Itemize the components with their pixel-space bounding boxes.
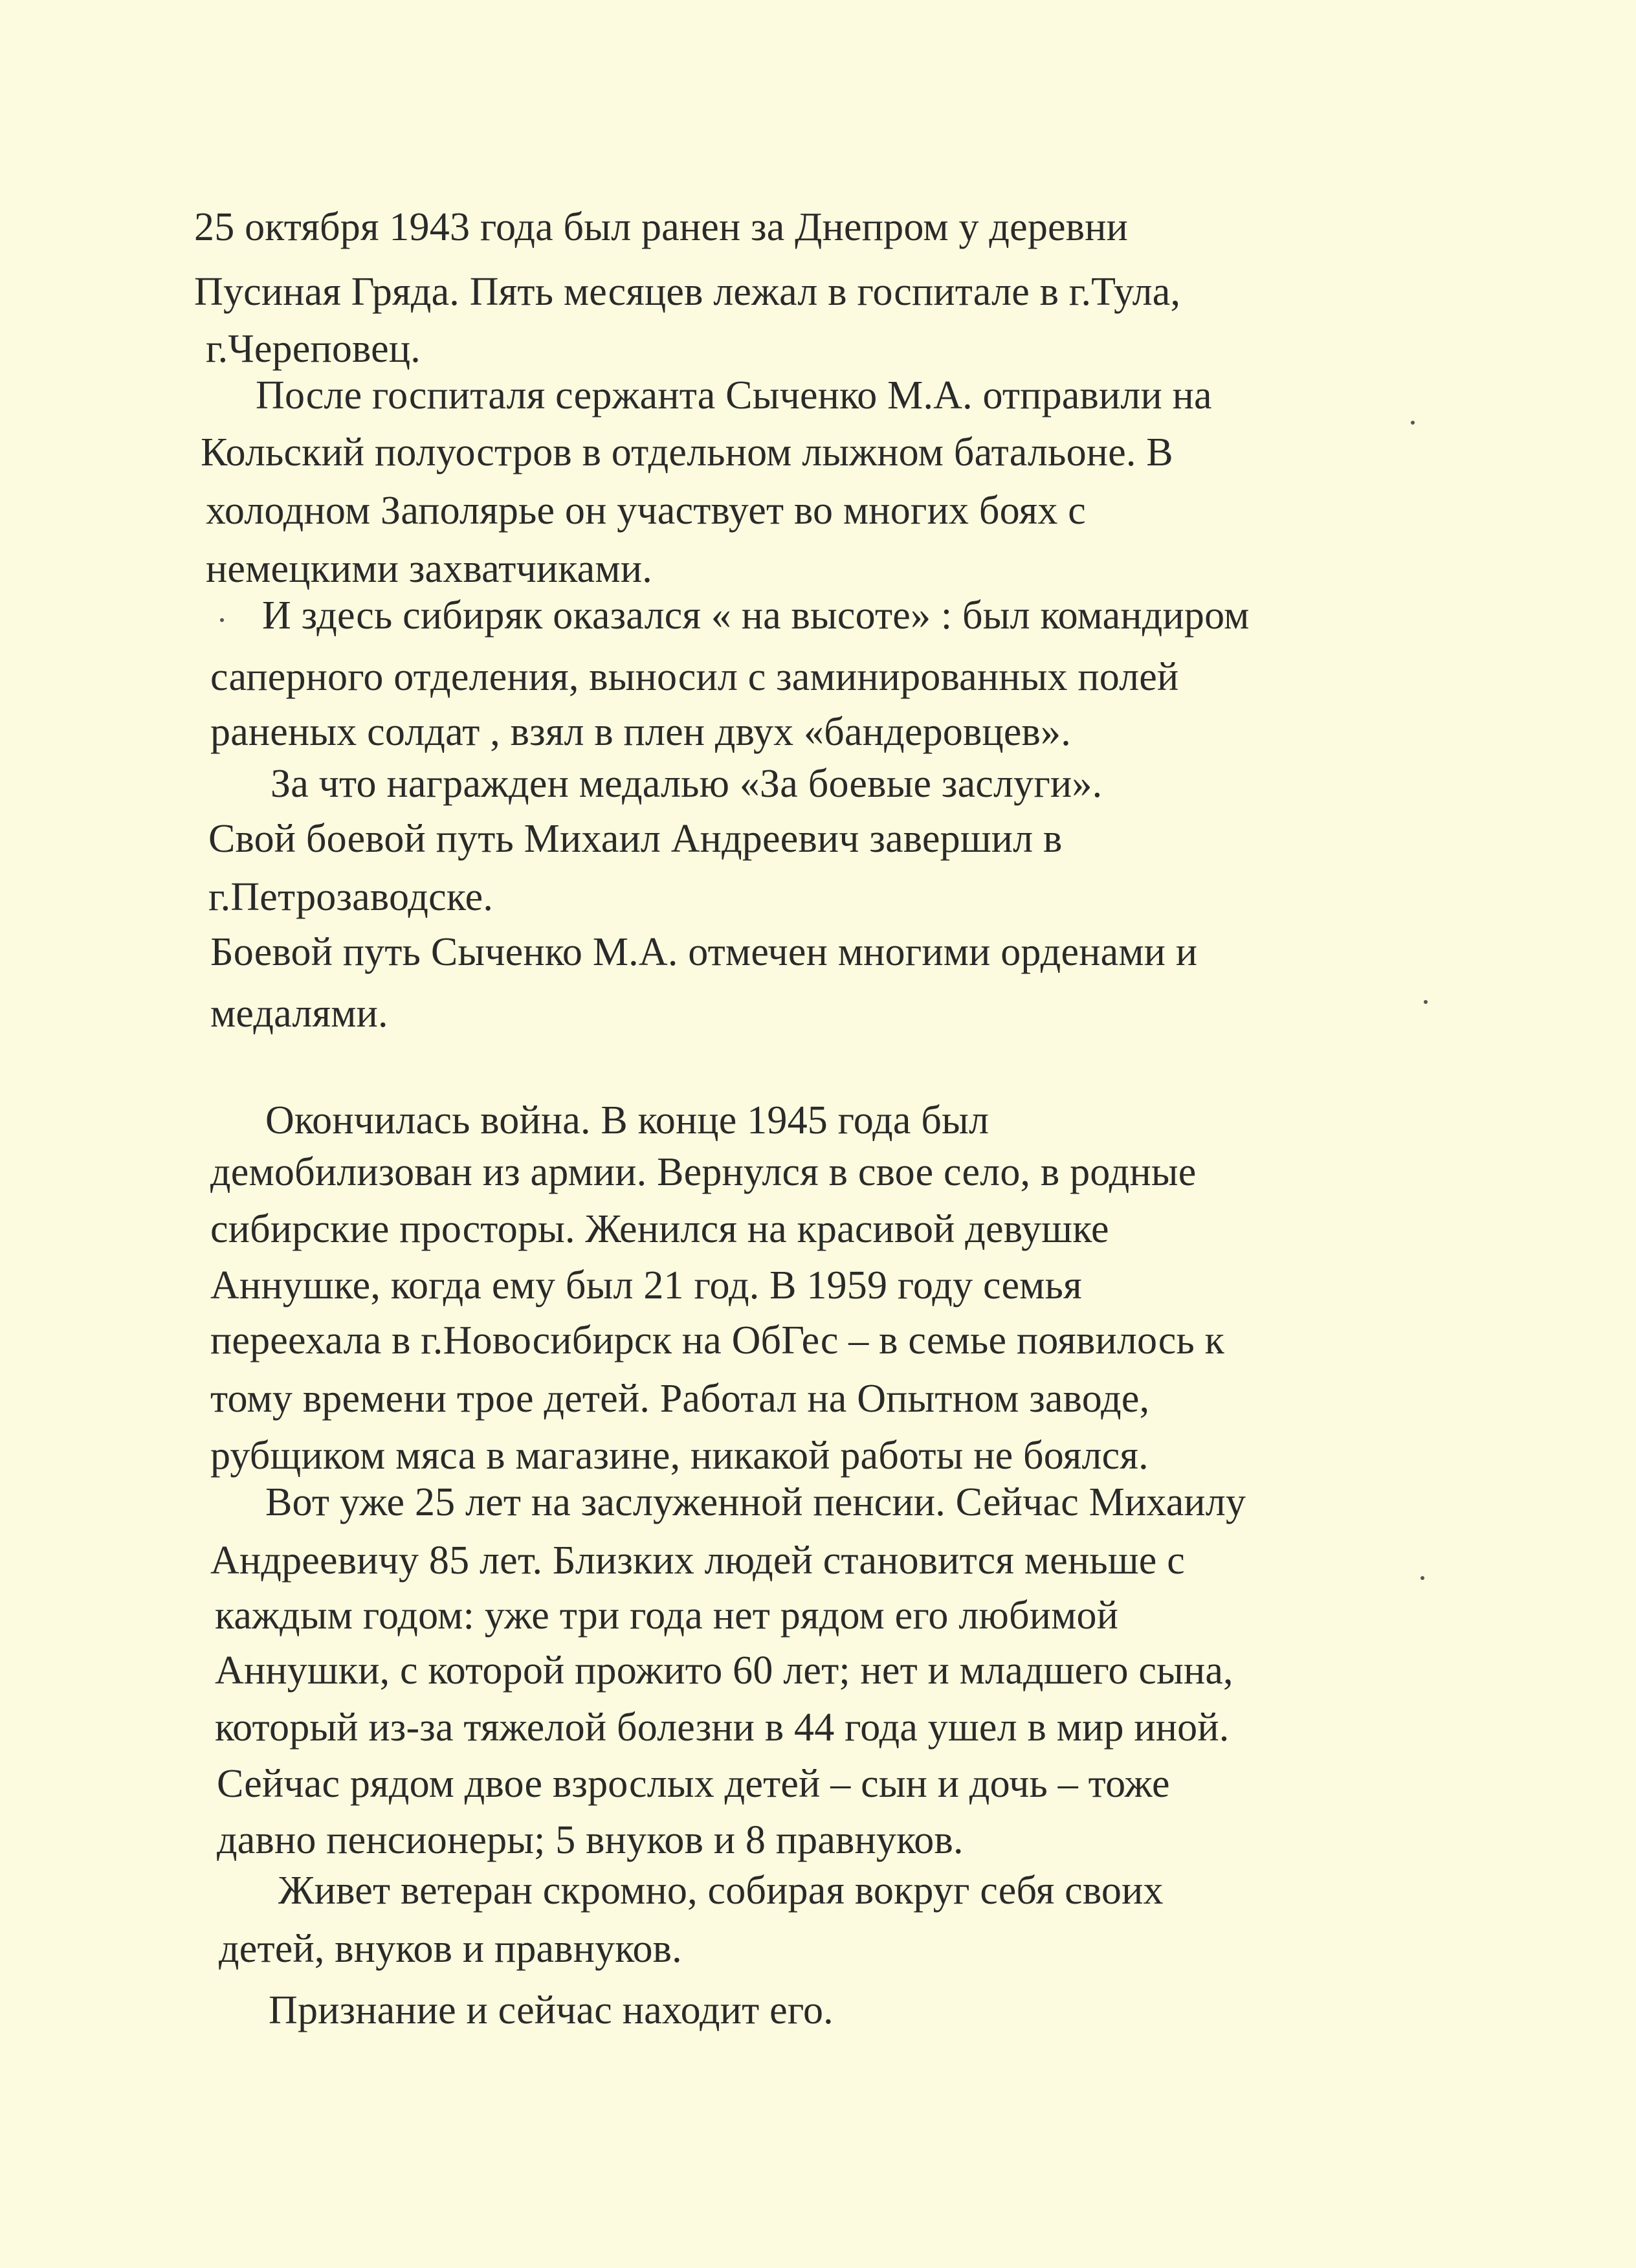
text-line: детей, внуков и правнуков. <box>219 1927 682 1971</box>
paper-speck <box>1411 421 1415 425</box>
paper-speck <box>1420 1576 1424 1580</box>
text-line: 25 октября 1943 года был ранен за Днепром у деревни <box>194 205 1129 249</box>
text-line: Свой боевой путь Михаил Андреевич завершил в <box>208 817 1063 861</box>
text-line: Пусиная Гряда. Пять месяцев лежал в госпитале в г.Тула, <box>194 270 1181 314</box>
paper-speck <box>1424 1000 1428 1004</box>
text-line: За что награжден медалью «За боевые заслуги». <box>271 762 1103 806</box>
text-line: После госпиталя сержанта Сыченко М.А. отправили на <box>256 373 1212 417</box>
text-line: г.Череповец. <box>206 327 421 371</box>
text-line: немецкими захватчиками. <box>206 547 652 591</box>
text-line: г.Петрозаводске. <box>208 875 494 919</box>
text-line: Аннушке, когда ему был 21 год. В 1959 году семья <box>210 1263 1082 1307</box>
text-line: И здесь сибиряк оказался « на высоте» : был командиром <box>262 594 1250 638</box>
text-line: Сейчас рядом двое взрослых детей – сын и дочь – тоже <box>217 1762 1170 1806</box>
paper-speck <box>220 618 224 622</box>
text-line: демобилизован из армии. Вернулся в свое село, в родные <box>210 1150 1197 1194</box>
text-line: медалями. <box>210 992 388 1036</box>
text-line: рубщиком мяса в магазине, никакой работы не боялся. <box>210 1434 1149 1478</box>
text-line: раненых солдат , взял в плен двух «бандеровцев». <box>210 710 1071 754</box>
text-line: каждым годом: уже три года нет рядом его любимой <box>215 1594 1119 1638</box>
text-line: тому времени трое детей. Работал на Опытном заводе, <box>210 1377 1150 1421</box>
text-line: Окончилась война. В конце 1945 года был <box>265 1098 989 1142</box>
text-line: холодном Заполярье он участвует во многих боях с <box>206 489 1086 533</box>
text-line: Андреевичу 85 лет. Близких людей становится меньше с <box>210 1539 1185 1583</box>
text-line: Вот уже 25 лет на заслуженной пенсии. Сейчас Михаилу <box>265 1480 1246 1524</box>
text-line: саперного отделения, выносил с заминированных полей <box>210 655 1179 699</box>
text-line: сибирские просторы. Женился на красивой девушке <box>210 1207 1109 1251</box>
text-line: Боевой путь Сыченко М.А. отмечен многими орденами и <box>210 930 1198 974</box>
text-line: Живет ветеран скромно, собирая вокруг себя своих <box>278 1869 1164 1913</box>
text-line: Признание и сейчас находит его. <box>269 1988 834 2032</box>
text-line: давно пенсионеры; 5 внуков и 8 правнуков. <box>217 1818 964 1862</box>
text-line: Аннушки, с которой прожито 60 лет; нет и младшего сына, <box>215 1649 1233 1693</box>
text-line: Кольский полуостров в отдельном лыжном батальоне. В <box>201 430 1173 474</box>
text-line: переехала в г.Новосибирск на ОбГес – в семье появилось к <box>210 1318 1224 1362</box>
text-line: который из-за тяжелой болезни в 44 года ушел в мир иной. <box>215 1706 1230 1750</box>
